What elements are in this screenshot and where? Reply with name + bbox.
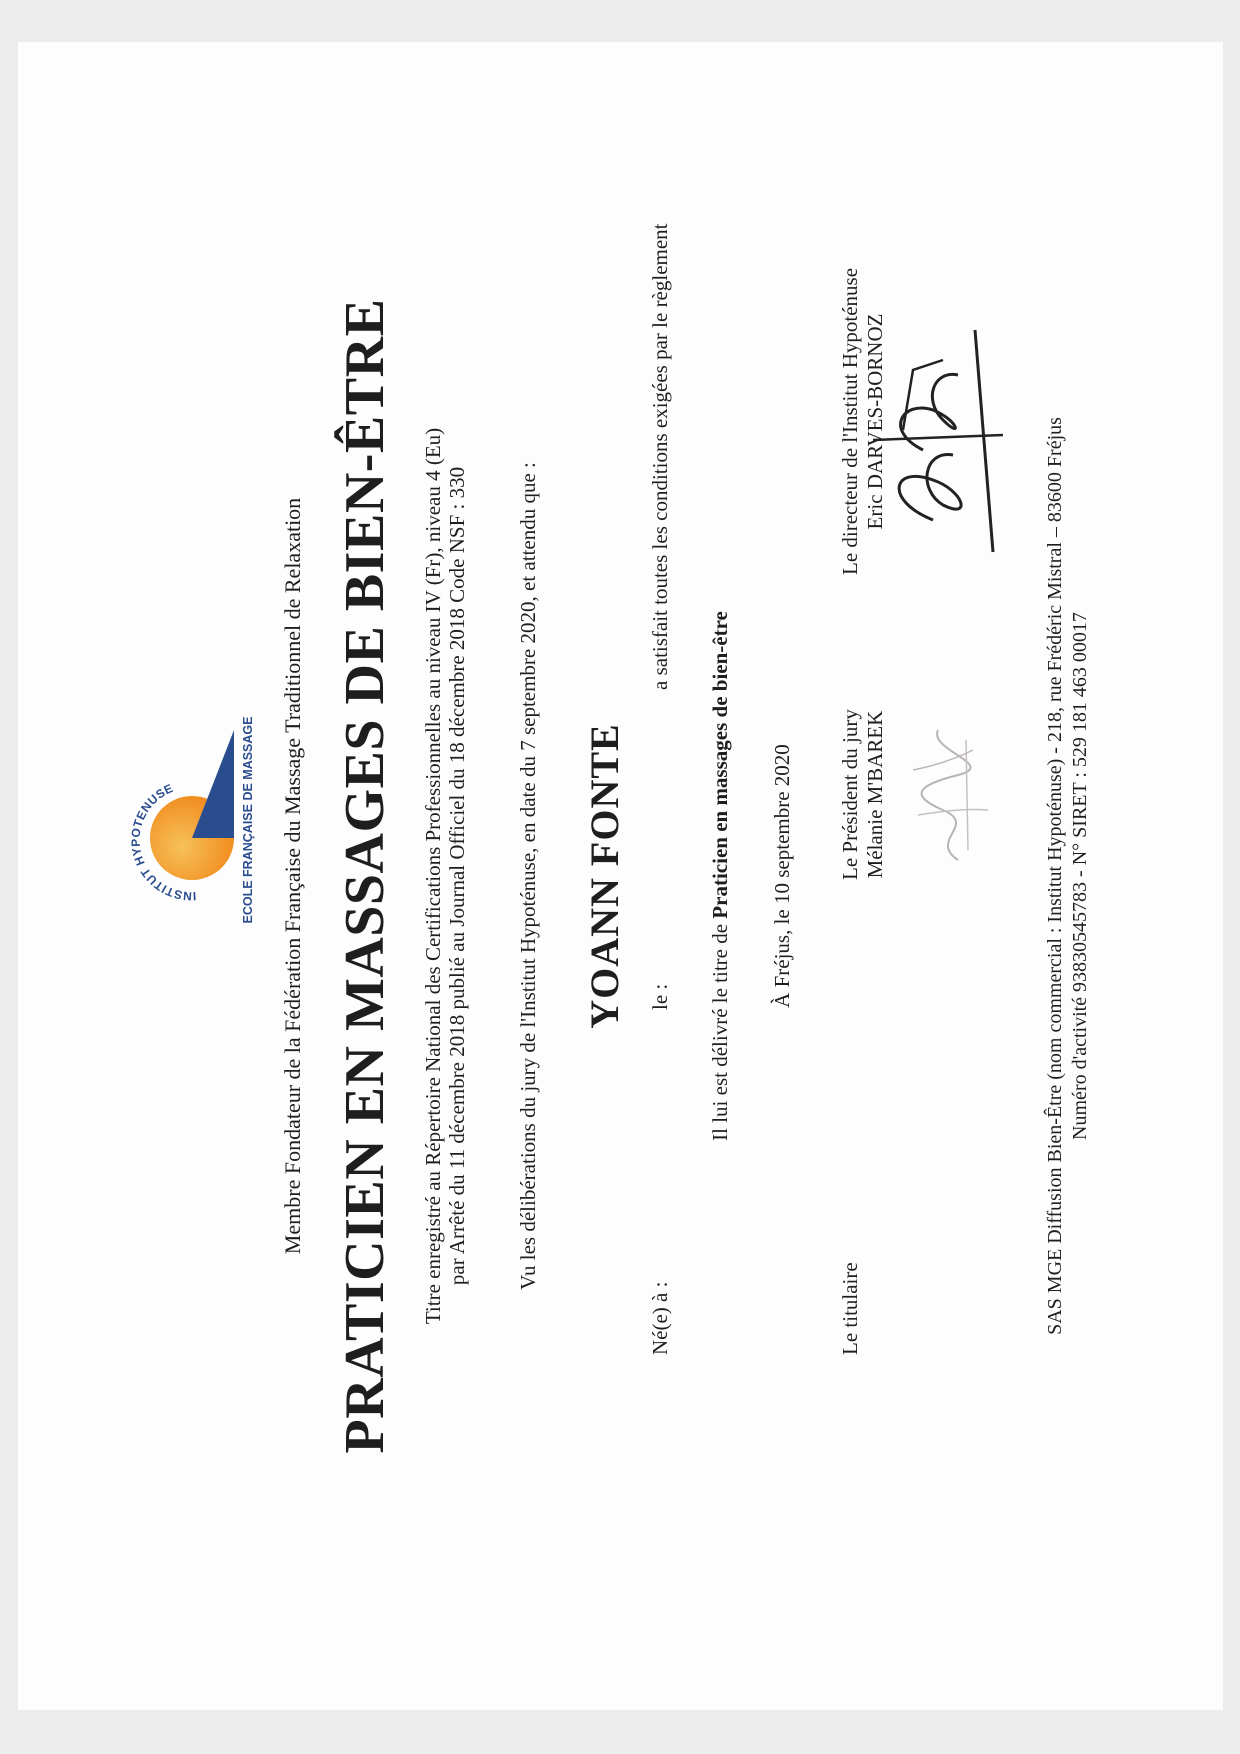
logo-school-text: ECOLE FRANÇAISE DE MASSAGE	[241, 716, 255, 924]
certificate-content	[18, 42, 1223, 1710]
footer-company-line: SAS MGE Diffusion Bien-Être (nom commercial : Institut Hypoténuse) - 218, rue Frédéric Mistral – 83600 Fréjus	[1044, 417, 1066, 1335]
director-name: Eric DARVES-BORNOZ	[863, 313, 887, 530]
director-signature	[863, 320, 1013, 560]
certificate-title: PRATICIEN EN MASSAGES DE BIEN-ÊTRE	[334, 298, 396, 1454]
institut-hypotenuse-logo	[118, 710, 258, 930]
registration-line-2: par Arrêté du 11 décembre 2018 publié au Journal Officiel du 18 décembre 2018 Code NSF : 330	[445, 466, 469, 1286]
president-name: Mélanie M'BAREK	[863, 710, 887, 879]
delivered-statement	[708, 42, 733, 1710]
holder-label: Le titulaire	[838, 1262, 862, 1355]
registration-line-1: Titre enregistré au Répertoire National des Certifications Professionnelles au niveau IV (Fr), niveau 4 (Eu)	[421, 427, 445, 1325]
holder-signature-block	[838, 1262, 863, 1355]
deliberation-text: Vu les délibérations du jury de l'Institut Hypoténuse, en date du 7 septembre 2020, et attendu que :	[516, 462, 540, 1290]
date-label: le :	[648, 983, 672, 1010]
director-role: Le directeur de l'Institut Hypoténuse	[838, 267, 862, 575]
president-signature	[888, 720, 998, 870]
delivered-prefix: Il lui est délivré le titre de	[708, 923, 732, 1141]
footer-registration-line: Numéro d'activité 93830545783 - N° SIRET : 529 181 463 00017	[1069, 612, 1091, 1140]
place-date: À Fréjus, le 10 septembre 2020	[770, 744, 794, 1008]
holder-name: YOANN FONTE	[582, 723, 627, 1029]
president-signature-block	[838, 709, 888, 880]
president-role: Le Président du jury	[838, 709, 862, 880]
born-label: Né(e) à :	[648, 1281, 672, 1355]
delivered-title: Praticien en massages de bien-être	[708, 611, 732, 919]
certificate-sheet	[18, 42, 1223, 1710]
member-line: Membre Fondateur de la Fédération Française du Massage Traditionnel de Relaxation	[280, 497, 305, 1255]
satisfied-text: a satisfait toutes les conditions exigées par le règlement	[648, 223, 672, 690]
logo-arc-text: INSTITUT HYPOTENUSE	[128, 781, 197, 904]
